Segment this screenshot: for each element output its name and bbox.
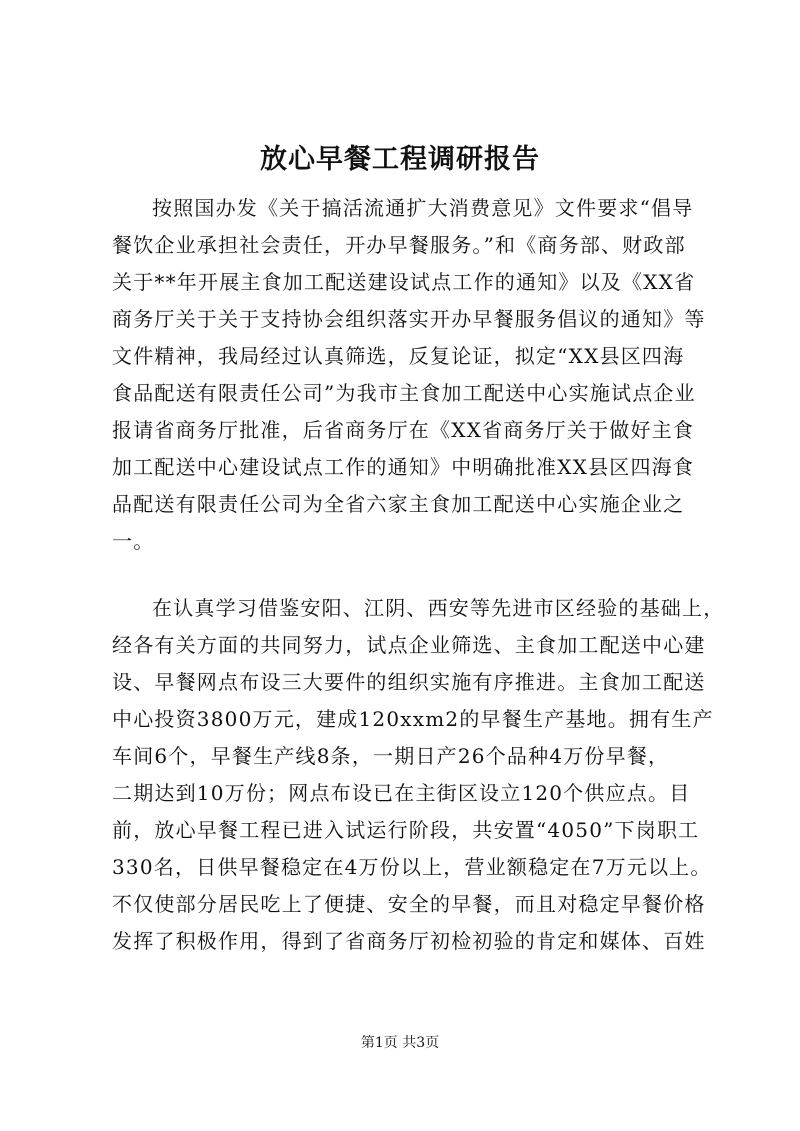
paragraph-line: 餐饮企业承担社会责任，开办早餐服务。”和《商务部、财政部 bbox=[112, 233, 686, 257]
paragraph-2 bbox=[112, 590, 725, 960]
paragraph-line: 中心投资3800万元，建成120xxm2的早餐生产基地。拥有生产 bbox=[112, 707, 714, 731]
paragraph-line: 一。 bbox=[112, 529, 155, 553]
paragraph-1 bbox=[112, 190, 706, 560]
paragraph-line: 车间6个，早餐生产线8条，一期日产26个品种4万份早餐， bbox=[112, 744, 670, 768]
paragraph-line: 食品配送有限责任公司”为我市主食加工配送中心实施试点企业 bbox=[112, 381, 696, 405]
page-footer: 第1页 共3页 bbox=[360, 1035, 440, 1051]
paragraph-line: 设、早餐网点布设三大要件的组织实施有序推进。主食加工配送 bbox=[112, 670, 706, 694]
paragraph-line: 文件精神，我局经过认真筛选，反复论证，拟定“XX县区四海 bbox=[112, 344, 685, 368]
paragraph-line: 按照国办发《关于搞活流通扩大消费意见》文件要求“倡导 bbox=[152, 196, 694, 220]
paragraph-line: 经各有关方面的共同努力，试点企业筛选、主食加工配送中心建 bbox=[112, 633, 706, 657]
paragraph-line: 二期达到10万份；网点布设已在主街区设立120个供应点。目 bbox=[112, 781, 691, 805]
paragraph-line: 关于**年开展主食加工配送建设试点工作的通知》以及《XX省 bbox=[112, 270, 696, 294]
page-title: 放心早餐工程调研报告 bbox=[260, 144, 540, 175]
paragraph-line: 商务厅关于关于支持协会组织落实开办早餐服务倡议的通知》等 bbox=[112, 307, 706, 331]
paragraph-line: 品配送有限责任公司为全省六家主食加工配送中心实施企业之 bbox=[112, 492, 685, 516]
paragraph-line: 报请省商务厅批准，后省商务厅在《XX省商务厅关于做好主食 bbox=[112, 418, 695, 442]
paragraph-line: 发挥了积极作用，得到了省商务厅初检初验的肯定和媒体、百姓 bbox=[112, 929, 706, 953]
paragraph-line: 在认真学习借鉴安阳、江阴、西安等先进市区经验的基础上， bbox=[152, 596, 725, 620]
paragraph-line: 不仅使部分居民吃上了便捷、安全的早餐，而且对稳定早餐价格 bbox=[112, 892, 706, 916]
paragraph-line: 前，放心早餐工程已进入试运行阶段，共安置“4050”下岗职工 bbox=[112, 818, 700, 842]
paragraph-line: 加工配送中心建设试点工作的通知》中明确批准XX县区四海食 bbox=[112, 455, 695, 479]
paragraph-line: 330名，日供早餐稳定在4万份以上，营业额稳定在7万元以上。 bbox=[112, 855, 712, 879]
